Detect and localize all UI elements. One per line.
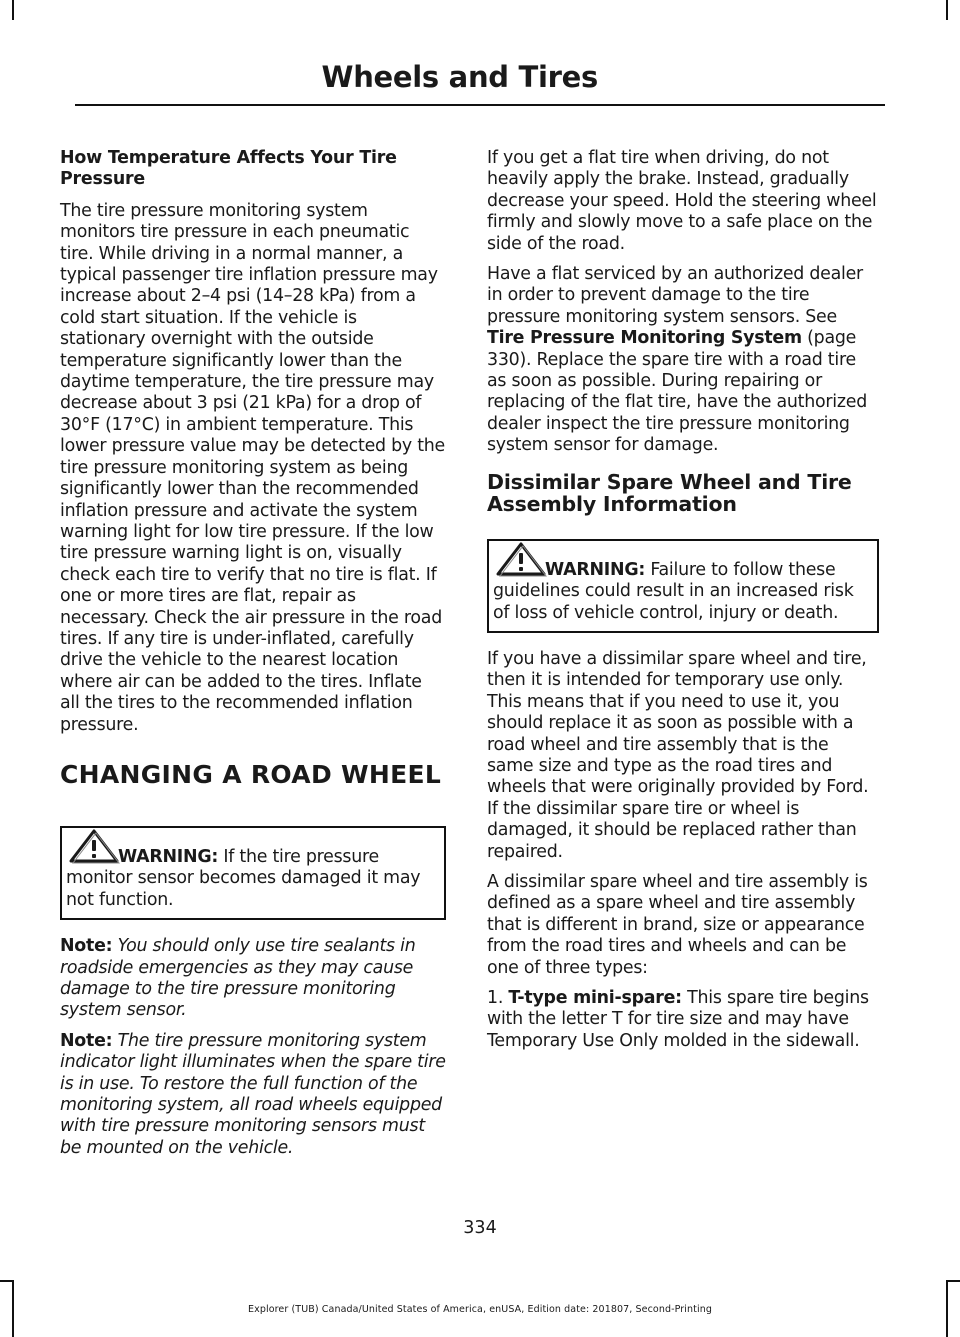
left-column	[60, 148, 446, 1168]
warning-text: Failure to follow these guidelines could result in an increased risk of loss of vehicle control, injury or death.	[493, 559, 854, 623]
page-number: 334	[463, 1218, 497, 1238]
warning-label: WARNING:	[118, 846, 219, 867]
crop-mark-top-left	[12, 0, 14, 20]
note-text: You should only use tire sealants in roadside emergencies as they may cause damage to the tire pressure monitoring system sensor.	[60, 936, 416, 1021]
service-text-pre: Have a flat serviced by an authorized dealer in order to prevent damage to the tire pressure monitoring system sensors. See	[487, 264, 863, 327]
service-text-post: (page 330). Replace the spare tire with a road tire as soon as possible. During repairing or replacing of the flat tire, have the authorized dealer inspect the tire pressure monitoring system sensor for damage.	[487, 328, 867, 456]
header-rule	[75, 104, 885, 106]
service-paragraph	[487, 264, 879, 457]
list-item-label: T-type mini-spare:	[508, 988, 682, 1008]
warning-triangle-icon	[68, 828, 120, 864]
right-column	[487, 148, 879, 1061]
note-text: The tire pressure monitoring system indicator light illuminates when the spare tire is in use. To restore the full function of the monitoring system, all road wheels equipped with tire pressure monitoring sensors must be mounted on the vehicle.	[60, 1030, 446, 1158]
crop-mark-top-right	[946, 0, 948, 20]
temperature-body: The tire pressure monitoring system monitors tire pressure in each pneumatic tire. While driving in a normal manner, a typical passenger tire inflation pressure may increase about 2–4 psi (14–28 kPa) from a cold start situation. If the vehicle is stationary overnight with the outside temperature significantly lower than the daytime temperature, the tire pressure may decrease about 3 psi (21 kPa) for a drop of 30°F (17°C) in ambient temperature. This lower pressure value may be detected by the tire pressure monitoring system as being significantly lower than the recommended inflation pressure and activate the system warning light for low tire pressure. If the low tire pressure warning light is on, visually check each tire to verify that no tire is flat. If one or more tires are flat, repair as necessary. Check the air pressure in the road tires. If any tire is under-inflated, carefully drive the vehicle to the nearest location where air can be added to the tires. Inflate all the tires to the recommended inflation pressure.	[60, 200, 445, 735]
list-item-t-type	[487, 988, 879, 1052]
page-title: Wheels and Tires	[321, 60, 598, 94]
note-sealants	[60, 936, 446, 1022]
dissimilar-heading: Dissimilar Spare Wheel and Tire Assembly Information	[487, 469, 852, 516]
note-label: Note:	[60, 936, 113, 957]
note-indicator-light	[60, 1031, 446, 1159]
footer-edition: Explorer (TUB) Canada/United States of America, enUSA, Edition date: 201807, Second-Printing	[248, 1304, 712, 1315]
list-item-text: This spare tire begins with the letter T for tire size and may have Temporary Use Only molded in the sidewall.	[487, 988, 869, 1051]
warning-box-sensor	[60, 826, 446, 920]
dissimilar-paragraph-1: If you have a dissimilar spare wheel and tire, then it is intended for temporary use only. This means that if you need to use it, you should replace it as soon as possible with a road wheel and tire assembly that is the same size and type as the road tires and wheels that were originally provided by Ford. If the dissimilar spare tire or wheel is damaged, it should be replaced rather than repaired.	[487, 648, 869, 862]
crop-mark-bottom-right-h	[946, 1280, 960, 1282]
warning-box-dissimilar	[487, 539, 879, 633]
warning-label: WARNING:	[545, 559, 646, 580]
list-item-number: 1.	[487, 988, 509, 1008]
note-label: Note:	[60, 1030, 113, 1051]
section-heading: CHANGING A ROAD WHEEL	[60, 759, 442, 789]
flat-tire-paragraph: If you get a flat tire when driving, do not heavily apply the brake. Instead, gradually decrease your speed. Hold the steering wheel firmly and slowly move to a safe place on the side of the road.	[487, 148, 877, 254]
warning-text: If the tire pressure monitor sensor becomes damaged it may not function.	[66, 846, 421, 910]
warning-triangle-icon	[495, 541, 547, 577]
crop-mark-bottom-left-h	[0, 1280, 14, 1282]
dissimilar-paragraph-2: A dissimilar spare wheel and tire assembly is defined as a spare wheel and tire assembly that is different in brand, size or appearance from the road tires and wheels and can be one of three types:	[487, 871, 868, 978]
temperature-heading: How Temperature Affects Your Tire Pressure	[60, 148, 397, 190]
cross-reference-link[interactable]: Tire Pressure Monitoring System	[487, 328, 802, 349]
